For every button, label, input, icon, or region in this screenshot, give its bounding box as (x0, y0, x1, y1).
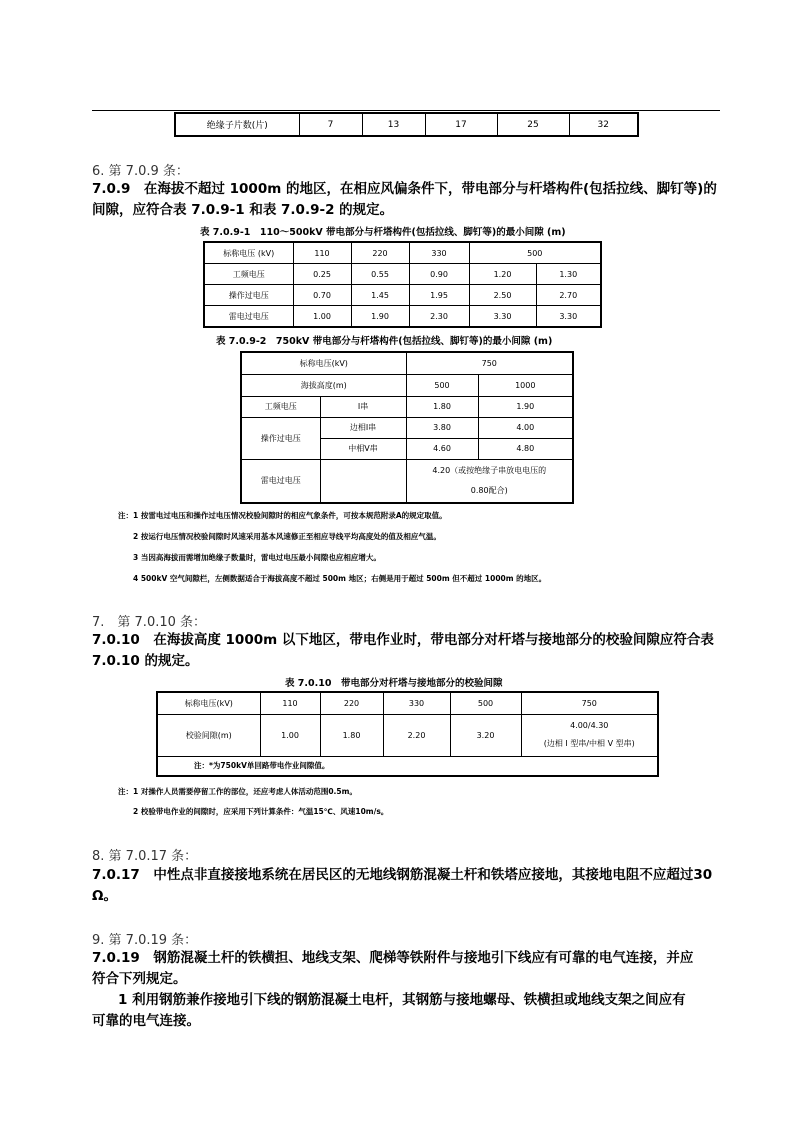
table-cell: 1.95 (409, 285, 469, 306)
section-9-line-1: 7.0.19 钢筋混凝土杆的铁横担、地线支架、爬梯等铁附件与接地引下线应有可靠的电气连接，并应 (92, 950, 694, 966)
table-cell: 1.80 (406, 396, 478, 417)
table-cell: 0.55 (351, 264, 409, 285)
lightning-value-line-2: 0.80配合) (470, 485, 508, 495)
section-8-line-2: Ω。 (92, 888, 117, 904)
row-sublabel: 边相I串 (320, 417, 406, 438)
lightning-value-line-1: 4.20（或按绝缘子串放电电压的 (432, 465, 547, 475)
row-label: 工频电压 (204, 264, 293, 285)
table-row (204, 285, 601, 306)
table-cell: 2.30 (409, 306, 469, 328)
table-cell: 4.80 (478, 438, 573, 459)
row-label: 雷电过电压 (241, 459, 320, 503)
section-6-heading: 6. 第 7.0.9 条： (92, 164, 189, 179)
clearance-750-line-1: 4.00/4.30 (570, 721, 609, 730)
table-row (241, 396, 573, 417)
header-rule (92, 110, 720, 111)
table-row (241, 417, 573, 438)
table-footnote: 注：*为750kV单回路带电作业间隙值。 (157, 756, 658, 776)
section-9-line-3: 1 利用钢筋兼作接地引下线的钢筋混凝土电杆，其钢筋与接地螺母、铁横担或地线支架之间应有 (118, 992, 686, 1008)
table-cell: 7 (299, 113, 362, 136)
table-cell: 1.80 (320, 714, 383, 756)
table-header-cell: 海拔高度(m) (241, 374, 406, 396)
section-8-heading: 8. 第 7.0.17 条： (92, 849, 198, 864)
table-row (157, 714, 658, 756)
table-cell: 0.90 (409, 264, 469, 285)
table-cell: 1.30 (536, 264, 601, 285)
table-7-0-10-caption: 表 7.0.10 带电部分对杆塔与接地部分的校验间隙 (285, 678, 503, 689)
table-cell: 1.20 (469, 264, 536, 285)
table-7-0-9-1 (203, 241, 602, 328)
section-9-heading: 9. 第 7.0.19 条： (92, 933, 198, 948)
note-2: 2 校验带电作业的间隙时，应采用下列计算条件：气温15℃、风速10m/s。 (133, 807, 389, 816)
table-cell: 3.30 (536, 306, 601, 328)
row-sublabel: 中相V串 (320, 438, 406, 459)
row-label: 工频电压 (241, 396, 320, 417)
table-cell: 1.00 (260, 714, 320, 756)
table-header-cell: 750 (521, 692, 658, 714)
table-cell: 3.20 (450, 714, 521, 756)
table-header-cell: 500 (406, 374, 478, 396)
row-label: 雷电过电压 (204, 306, 293, 328)
table-7-0-9-2 (240, 351, 574, 504)
section-8-line-1: 7.0.17 中性点非直接接地系统在居民区的无地线钢筋混凝土杆和铁塔应接地，其接地电阻不应超过30 (92, 867, 713, 883)
clearance-750-line-2: (边相 I 型串/中相 V 型串) (543, 739, 635, 748)
table-7-0-10 (156, 691, 659, 777)
section-7-line-1: 7.0.10 在海拔高度 1000m 以下地区，带电作业时，带电部分对杆塔与接地部分的校验间隙应符合表 (92, 632, 714, 648)
insulator-count-label: 绝缘子片数(片) (175, 113, 299, 136)
table-header-cell: 330 (409, 242, 469, 264)
table-cell: 0.70 (293, 285, 351, 306)
table-header-cell: 750 (406, 352, 573, 374)
section-7-line-2: 7.0.10 的规定。 (92, 653, 199, 669)
table-header-cell: 110 (260, 692, 320, 714)
table-header-cell: 标称电压 (kV) (204, 242, 293, 264)
section-6-line-1: 7.0.9 在海拔不超过 1000m 的地区，在相应风偏条件下，带电部分与杆塔构件(包括拉线、脚钉等)的 (92, 181, 717, 197)
note-2: 2 按运行电压情况校验间隙时风速采用基本风速修正至相应导线平均高度处的值及相应气温。 (133, 532, 441, 541)
table-row (204, 264, 601, 285)
table-7-0-9-2-caption: 表 7.0.9-2 750kV 带电部分与杆塔构件(包括拉线、脚钉等)的最小间隙 (m) (216, 336, 553, 347)
row-sublabel: I串 (320, 396, 406, 417)
table-cell: 2.70 (536, 285, 601, 306)
table-cell: 1.90 (351, 306, 409, 328)
table-header-cell: 220 (320, 692, 383, 714)
section-9-line-4: 可靠的电气连接。 (92, 1013, 200, 1029)
table-cell: 2.50 (469, 285, 536, 306)
table-cell (406, 459, 573, 503)
section-7-heading: 7. 第 7.0.10 条： (92, 615, 207, 630)
section-6-line-2: 间隙，应符合表 7.0.9-1 和表 7.0.9-2 的规定。 (92, 202, 394, 218)
table-cell: 25 (497, 113, 569, 136)
note-3: 3 当因高海拔而需增加绝缘子数量时，雷电过电压最小间隙也应相应增大。 (133, 553, 381, 562)
table-row (241, 459, 573, 503)
table-cell: 13 (362, 113, 425, 136)
table-row (204, 306, 601, 328)
table-header-cell: 110 (293, 242, 351, 264)
table-header-cell: 220 (351, 242, 409, 264)
table-cell-empty (320, 459, 406, 503)
table-7-0-9-1-caption: 表 7.0.9-1 110～500kV 带电部分与杆塔构件(包括拉线、脚钉等)的最小间隙 (m) (200, 227, 566, 238)
table-cell: 4.00 (478, 417, 573, 438)
table-cell: 17 (425, 113, 497, 136)
insulator-count-table (174, 112, 639, 137)
table-cell: 2.20 (383, 714, 450, 756)
note-4: 4 500kV 空气间隙栏，左侧数据适合于海拔高度不超过 500m 地区；右侧是用于超过 500m 但不超过 1000m 的地区。 (133, 574, 547, 583)
table-cell: 3.30 (469, 306, 536, 328)
table-header-cell: 1000 (478, 374, 573, 396)
table-cell: 1.45 (351, 285, 409, 306)
table-header-cell: 标称电压(kV) (157, 692, 260, 714)
table-cell: 4.60 (406, 438, 478, 459)
table-header-cell: 330 (383, 692, 450, 714)
note-1: 注：1 对操作人员需要停留工作的部位，还应考虑人体活动范围0.5m。 (118, 787, 357, 796)
table-cell: 1.90 (478, 396, 573, 417)
table-cell: 3.80 (406, 417, 478, 438)
table-header-cell: 500 (469, 242, 601, 264)
table-header-cell: 500 (450, 692, 521, 714)
table-header-cell: 标称电压(kV) (241, 352, 406, 374)
table-cell: 0.25 (293, 264, 351, 285)
row-label: 操作过电压 (204, 285, 293, 306)
table-cell: 32 (569, 113, 638, 136)
row-label: 校验间隙(m) (157, 714, 260, 756)
table-cell: 1.00 (293, 306, 351, 328)
row-label: 操作过电压 (241, 417, 320, 459)
note-1: 注：1 按雷电过电压和操作过电压情况校验间隙时的相应气象条件，可按本规范附录A的规定取值。 (118, 511, 447, 520)
table-cell (521, 714, 658, 756)
section-9-line-2: 符合下列规定。 (92, 971, 187, 987)
